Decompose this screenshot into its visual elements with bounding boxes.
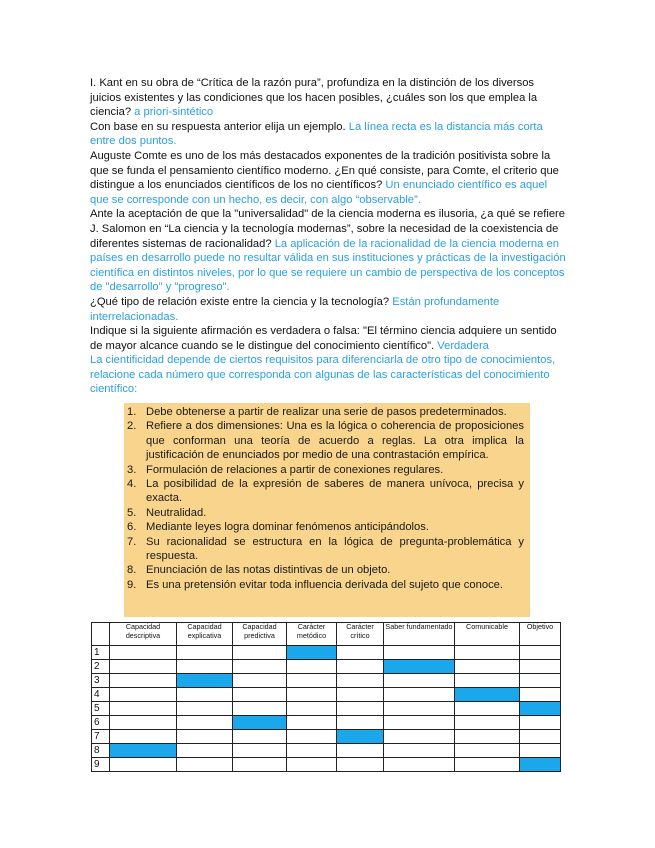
- highlighted-cell: [233, 716, 287, 730]
- table-cell: [110, 688, 177, 702]
- table-cell: [384, 716, 455, 730]
- table-cell: [455, 744, 520, 758]
- table-cell: [233, 660, 287, 674]
- highlighted-cell: [177, 674, 233, 688]
- table-cell: [110, 702, 177, 716]
- answer-text: a priori-sintético: [134, 106, 214, 119]
- table-cell: [233, 702, 287, 716]
- table-cell: [337, 646, 384, 660]
- table-cell: [337, 702, 384, 716]
- list-item: [124, 419, 524, 462]
- item-number: 8.: [127, 564, 137, 577]
- table-cell: [110, 646, 177, 660]
- question-text: Auguste Comte es uno de los más destacados exponentes de la tradición positivista sobre la que se funda el pensamiento científico moderno. ¿En qué consiste, para Comte, el criterio que distingue a los enunciados científicos de los no científicos?: [90, 149, 559, 192]
- highlighted-cell: [287, 646, 337, 660]
- question-1: [90, 76, 568, 120]
- item-text: Enunciación de las notas distintivas de un objeto.: [146, 564, 391, 577]
- item-text: Neutralidad.: [146, 506, 207, 519]
- row-number: 6: [92, 716, 110, 730]
- table-cell: [384, 702, 455, 716]
- question-text: ¿Qué tipo de relación existe entre la ciencia y la tecnología?: [90, 295, 390, 308]
- question-6: [90, 324, 568, 353]
- highlighted-cell: [455, 688, 520, 702]
- row-number: 1: [92, 646, 110, 660]
- table-cell: [177, 660, 233, 674]
- table-cell: [287, 674, 337, 688]
- characteristics-list-box: [124, 403, 530, 617]
- table-cell: [455, 716, 520, 730]
- table-cell: [110, 660, 177, 674]
- item-number: 5.: [127, 506, 137, 519]
- table-cell: [287, 716, 337, 730]
- item-text: Debe obtenerse a partir de realizar una serie de pasos predeterminados.: [146, 406, 507, 418]
- table-cell: [455, 758, 520, 772]
- item-number: 1.: [127, 406, 137, 418]
- table-cell: [233, 646, 287, 660]
- questionnaire: [90, 76, 568, 397]
- table-cell: [337, 674, 384, 688]
- characteristics-list: [124, 403, 530, 592]
- question-text: I. Kant en su obra de “Crítica de la razón pura”, profundiza en la distinción de los diversos juicios existentes y las condiciones que los hacen posibles, ¿cuáles son los que emplea la ciencia?: [90, 77, 538, 119]
- table-cell: [287, 744, 337, 758]
- column-header: Carácter crítico: [337, 623, 384, 646]
- table-cell: [384, 758, 455, 772]
- row-number: 9: [92, 758, 110, 772]
- table-row: [92, 702, 561, 716]
- list-item: [124, 578, 524, 592]
- table-cell: [520, 646, 561, 660]
- table-cell: [110, 716, 177, 730]
- table-cell: [177, 730, 233, 744]
- table-cell: [455, 646, 520, 660]
- highlighted-cell: [337, 730, 384, 744]
- table-cell: [110, 674, 177, 688]
- table-cell: [384, 646, 455, 660]
- table-cell: [520, 716, 561, 730]
- table-cell: [384, 674, 455, 688]
- table-cell: [233, 688, 287, 702]
- row-number: 3: [92, 674, 110, 688]
- question-5: [90, 295, 568, 324]
- question-text: Con base en su respuesta anterior elija un ejemplo.: [90, 120, 346, 133]
- answer-text: Están profundamente interrelacionadas.: [90, 295, 500, 323]
- table-cell: [177, 688, 233, 702]
- row-number: 5: [92, 702, 110, 716]
- question-3: [90, 149, 568, 207]
- column-header: Capacidad explicativa: [177, 623, 233, 646]
- table-cell: [520, 730, 561, 744]
- table-cell: [177, 744, 233, 758]
- item-number: 3.: [127, 463, 137, 476]
- question-2: [90, 120, 568, 149]
- table-row: [92, 744, 561, 758]
- column-header: Saber fundamentado: [384, 623, 455, 646]
- table-cell: [337, 716, 384, 730]
- item-text: Formulación de relaciones a partir de conexiones regulares.: [146, 463, 444, 476]
- item-number: 2.: [127, 420, 137, 433]
- table-row: [92, 646, 561, 660]
- table-cell: [110, 730, 177, 744]
- column-header: Capacidad predictiva: [233, 623, 287, 646]
- table-cell: [177, 716, 233, 730]
- row-number: 7: [92, 730, 110, 744]
- list-item: [124, 520, 524, 534]
- question-text: Ante la aceptación de que la "universalidad" de la ciencia moderna es ilusoria, ¿a qué se refiere J. Salomon en “La ciencia y la tecnología modernas”, sobre la necesidad de la coexistencia de diferentes sistemas de racionalidad?: [90, 208, 565, 250]
- table-cell: [384, 688, 455, 702]
- table-cell: [110, 758, 177, 772]
- table-cell: [337, 758, 384, 772]
- table-cell: [287, 730, 337, 744]
- item-number: 7.: [127, 535, 137, 548]
- item-text: Su racionalidad se estructura en la lógica de pregunta-problemática y respuesta.: [146, 535, 524, 563]
- table-cell: [384, 744, 455, 758]
- table-cell: [520, 744, 561, 758]
- row-number-header: [92, 623, 110, 646]
- list-item: [124, 477, 524, 506]
- table-cell: [455, 674, 520, 688]
- list-item: [124, 506, 524, 520]
- answer-text: La aplicación de la racionalidad de la ciencia moderna en países en desarrollo puede no resultar válida en sus instituciones y prácticas de la investigación científica en distintos niveles, por lo que se requiere un cambio de perspectiva de los conceptos de "desarrollo" y "progreso".: [90, 237, 566, 294]
- item-text: Es una pretensión evitar toda influencia derivada del sujeto que conoce.: [146, 578, 503, 591]
- table-cell: [384, 730, 455, 744]
- table-cell: [287, 758, 337, 772]
- column-header: Carácter metódico: [287, 623, 337, 646]
- list-item: [124, 535, 524, 564]
- table-cell: [233, 730, 287, 744]
- highlighted-cell: [520, 702, 561, 716]
- answer-text: La línea recta es la distancia más corta entre dos puntos.: [90, 120, 543, 148]
- table-cell: [233, 744, 287, 758]
- column-header: Capacidad descriptiva: [110, 623, 177, 646]
- table-row: [92, 758, 561, 772]
- item-text: Mediante leyes logra dominar fenómenos anticipándolos.: [146, 521, 429, 534]
- table-cell: [337, 660, 384, 674]
- table-row: [92, 660, 561, 674]
- table-cell: [520, 674, 561, 688]
- table-cell: [520, 688, 561, 702]
- table-cell: [233, 674, 287, 688]
- answer-text: Verdadera: [437, 339, 489, 352]
- row-number: 2: [92, 660, 110, 674]
- table-cell: [177, 758, 233, 772]
- item-number: 6.: [127, 521, 137, 534]
- table-cell: [233, 758, 287, 772]
- item-text: Refiere a dos dimensiones: Una es la lógica o coherencia de proposiciones que conforman una teoría de acuerdo a reglas. La otra implica la justificación de enunciados por medio de una contrastación empírica.: [146, 420, 524, 462]
- table-row: [92, 688, 561, 702]
- instruction-text: La cientificidad depende de ciertos requisitos para diferenciarla de otro tipo de conocimientos, relacione cada número que corresponda con algunas de las características del conocimiento científico:: [90, 354, 556, 396]
- item-text: La posibilidad de la expresión de saberes de manera unívoca, precisa y exacta.: [146, 478, 524, 505]
- table-cell: [455, 660, 520, 674]
- column-header: Comunicable: [455, 623, 520, 646]
- table-cell: [287, 688, 337, 702]
- question-text: Indique si la siguiente afirmación es verdadera o falsa: "El término ciencia adquiere un sentido de mayor alcance cuando se le distingue del conocimiento científico".: [90, 325, 557, 352]
- table-cell: [455, 730, 520, 744]
- column-header: Objetivo: [520, 623, 561, 646]
- list-item: [124, 563, 524, 577]
- highlighted-cell: [384, 660, 455, 674]
- item-number: 4.: [127, 478, 137, 491]
- item-number: 9.: [127, 578, 137, 591]
- table-cell: [520, 660, 561, 674]
- table-row: [92, 674, 561, 688]
- row-number: 8: [92, 744, 110, 758]
- table-body: [92, 646, 561, 772]
- table-cell: [337, 688, 384, 702]
- matching-table: [91, 622, 561, 772]
- table-row: [92, 730, 561, 744]
- table-row: [92, 716, 561, 730]
- highlighted-cell: [110, 744, 177, 758]
- list-item: [124, 463, 524, 477]
- list-item: [124, 405, 524, 419]
- table-cell: [337, 744, 384, 758]
- table-cell: [455, 702, 520, 716]
- table-cell: [177, 646, 233, 660]
- answer-text: Un enunciado científico es aquel que se corresponde con un hecho, es decir, con algo “observable”.: [90, 179, 548, 206]
- table-cell: [177, 702, 233, 716]
- row-number: 4: [92, 688, 110, 702]
- highlighted-cell: [520, 758, 561, 772]
- table-cell: [287, 660, 337, 674]
- question-4: [90, 207, 568, 295]
- table-cell: [287, 702, 337, 716]
- table-header-row: [92, 623, 561, 646]
